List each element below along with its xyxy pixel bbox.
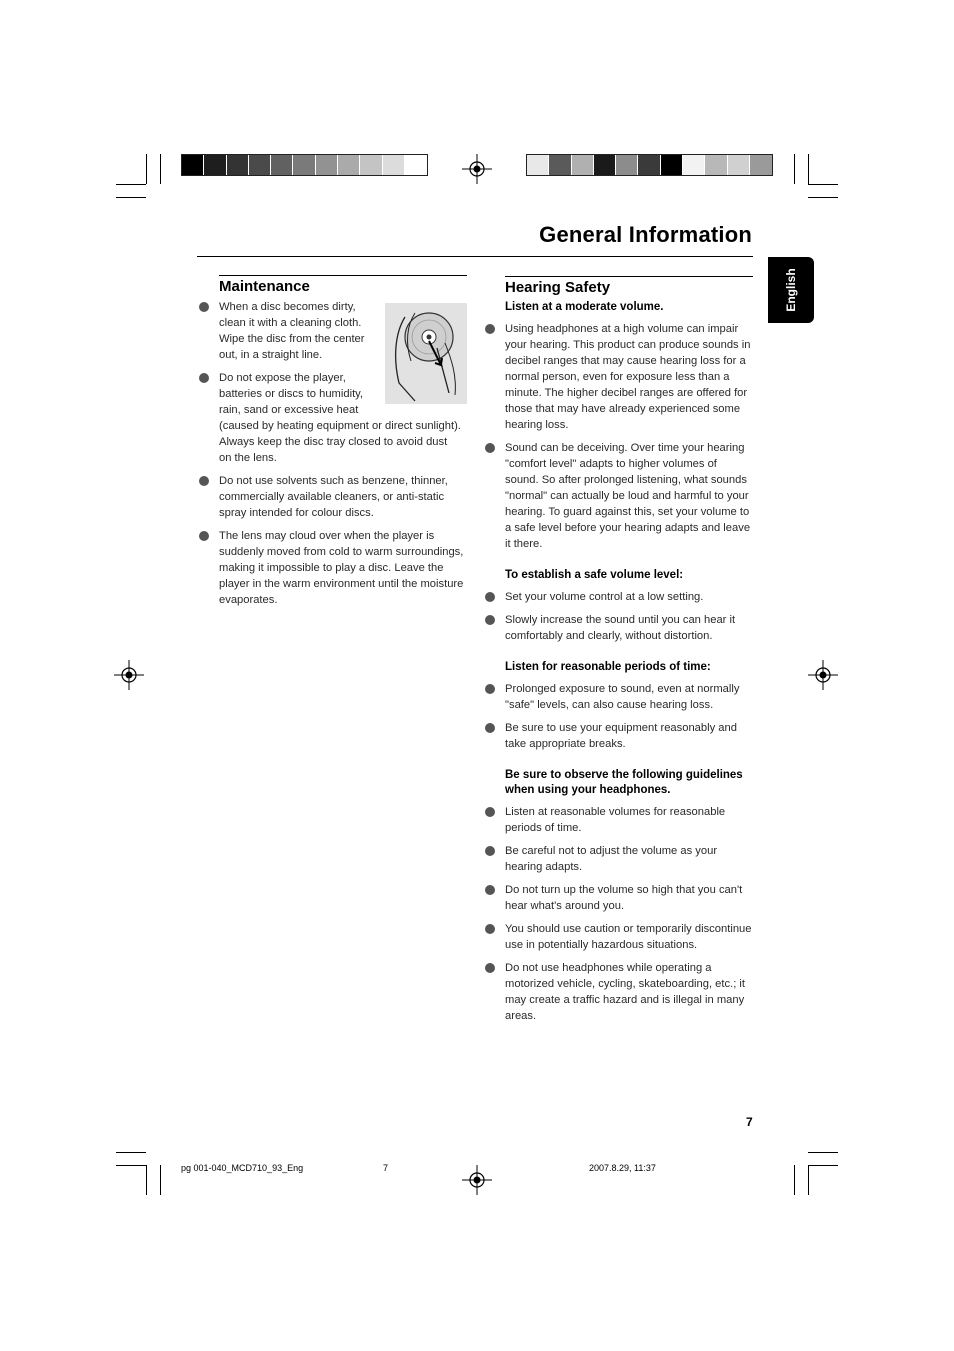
item-text: Using headphones at a high volume can impair your hearing. This product can produce sounds in decibel ranges that may cause hearing loss for a normal person, even for exposure less than a minute. The higher decibel ranges are offered for those that may have already experienced some hearing loss. (505, 323, 751, 431)
reasonable-periods-list (505, 681, 753, 752)
disc-cleaning-icon (385, 303, 467, 404)
color-swatch (182, 155, 204, 175)
color-swatch (316, 155, 338, 175)
bullet-icon (199, 476, 209, 486)
color-swatch (572, 155, 594, 175)
footer-sheet-number: 7 (383, 1163, 389, 1173)
registration-mark-bottom-icon (462, 1165, 492, 1195)
list-item (219, 473, 467, 521)
bullet-icon (485, 443, 495, 453)
bullet-icon (199, 531, 209, 541)
line: When a disc becomes dirty, (219, 301, 356, 313)
list-item (505, 921, 753, 953)
color-swatch (227, 155, 249, 175)
color-swatch (405, 155, 427, 175)
disc-cleaning-illustration (385, 303, 467, 404)
list-item (505, 612, 753, 644)
item-text: The lens may cloud over when the player is suddenly moved from cold to warm surroundings, making it impossible to play a disc. Leave the player in the warm environment until the moisture evaporates. (219, 530, 464, 606)
item-text: Slowly increase the sound until you can hear it comfortably and clearly, without distortion. (505, 614, 736, 642)
color-swatch (249, 155, 271, 175)
line: batteries or discs to humidity, (219, 388, 364, 400)
bullet-icon (485, 885, 495, 895)
bullet-icon (485, 963, 495, 973)
hearing-safety-heading: Hearing Safety (505, 279, 611, 296)
registration-mark-top-icon (462, 154, 492, 184)
bullet-icon (485, 592, 495, 602)
color-swatch (705, 155, 727, 175)
list-item (219, 528, 467, 608)
line: on the lens. (219, 452, 277, 464)
item-text: You should use caution or temporarily discontinue use in potentially hazardous situations. (505, 923, 752, 951)
item-text: Do not use solvents such as benzene, thinner, commercially available cleaners, or anti-static spray intended for colour discs. (219, 475, 448, 519)
color-swatch (360, 155, 382, 175)
color-bar-left (181, 154, 428, 176)
maintenance-rule (219, 275, 467, 276)
bullet-icon (199, 302, 209, 312)
line: out, in a straight line. (219, 349, 323, 361)
item-text: Be sure to use your equipment reasonably and take appropriate breaks. (505, 722, 737, 750)
color-swatch (594, 155, 616, 175)
maintenance-heading: Maintenance (219, 278, 310, 295)
line: Wipe the disc from the center (219, 333, 365, 345)
list-item (505, 440, 753, 552)
subheading-reasonable-periods: Listen for reasonable periods of time: (505, 661, 711, 673)
moderate-volume-list (505, 321, 753, 552)
color-swatch (728, 155, 750, 175)
color-swatch (616, 155, 638, 175)
bullet-icon (485, 924, 495, 934)
item-text: Prolonged exposure to sound, even at normally "safe" levels, can also cause hearing loss. (505, 683, 740, 711)
language-tab-label: English (784, 268, 798, 312)
line: Always keep the disc tray closed to avoid dust (219, 436, 448, 448)
registration-mark-left-icon (114, 660, 144, 690)
bullet-icon (485, 723, 495, 733)
subheading-safe-volume: To establish a safe volume level: (505, 569, 684, 581)
item-text: Sound can be deceiving. Over time your hearing "comfort level" adapts to higher volumes of sound. So after prolonged listening, what sounds "normal" can actually be loud and harmful to your hearing. To guard against this, set your volume to a safe level before your hearing adapts and leave it there. (505, 442, 751, 550)
color-swatch (638, 155, 660, 175)
list-item (505, 720, 753, 752)
bullet-icon (199, 373, 209, 383)
color-swatch (383, 155, 405, 175)
hearing-safety-section (505, 276, 753, 1031)
line: Do not expose the player, (219, 372, 346, 384)
page-title: General Information (539, 222, 752, 247)
safe-volume-list (505, 589, 753, 644)
guidelines-list (505, 804, 753, 1024)
list-item (505, 589, 753, 605)
item-text: Be careful not to adjust the volume as your hearing adapts. (505, 845, 718, 873)
hearing-safety-rule (505, 276, 753, 277)
color-swatch (204, 155, 226, 175)
bullet-icon (485, 324, 495, 334)
list-item (505, 804, 753, 836)
color-swatch (683, 155, 705, 175)
subheading-guidelines: Be sure to observe the following guidelines when using your headphones. (505, 769, 743, 796)
subheading-moderate-volume: Listen at a moderate volume. (505, 301, 664, 313)
bullet-icon (485, 846, 495, 856)
footer-date: 2007.8.29, 11:37 (589, 1163, 656, 1173)
color-swatch (549, 155, 571, 175)
color-swatch (293, 155, 315, 175)
language-tab (768, 257, 814, 323)
list-item (505, 882, 753, 914)
registration-mark-right-icon (808, 660, 838, 690)
item-text: Do not use headphones while operating a motorized vehicle, cycling, skateboarding, etc.; it may create a traffic hazard and is illegal in many areas. (505, 962, 746, 1022)
bullet-icon (485, 615, 495, 625)
line: clean it with a cleaning cloth. (219, 317, 362, 329)
color-swatch (750, 155, 772, 175)
item-text: Do not turn up the volume so high that you can't hear what's around you. (505, 884, 743, 912)
list-item (505, 321, 753, 433)
list-item (505, 843, 753, 875)
item-text: Set your volume control at a low setting. (505, 591, 704, 603)
line: rain, sand or excessive heat (219, 404, 359, 416)
color-swatch (338, 155, 360, 175)
page-number: 7 (746, 1115, 753, 1129)
title-divider (197, 256, 753, 257)
list-item (505, 681, 753, 713)
bullet-icon (485, 684, 495, 694)
line: (caused by heating equipment or direct sunlight). (219, 420, 461, 432)
color-swatch (661, 155, 683, 175)
color-swatch (527, 155, 549, 175)
list-item (505, 960, 753, 1024)
bullet-icon (485, 807, 495, 817)
color-bar-right (526, 154, 773, 176)
footer-file-name: pg 001-040_MCD710_93_Eng (181, 1163, 304, 1173)
item-text: Listen at reasonable volumes for reasonable periods of time. (505, 806, 726, 834)
color-swatch (271, 155, 293, 175)
